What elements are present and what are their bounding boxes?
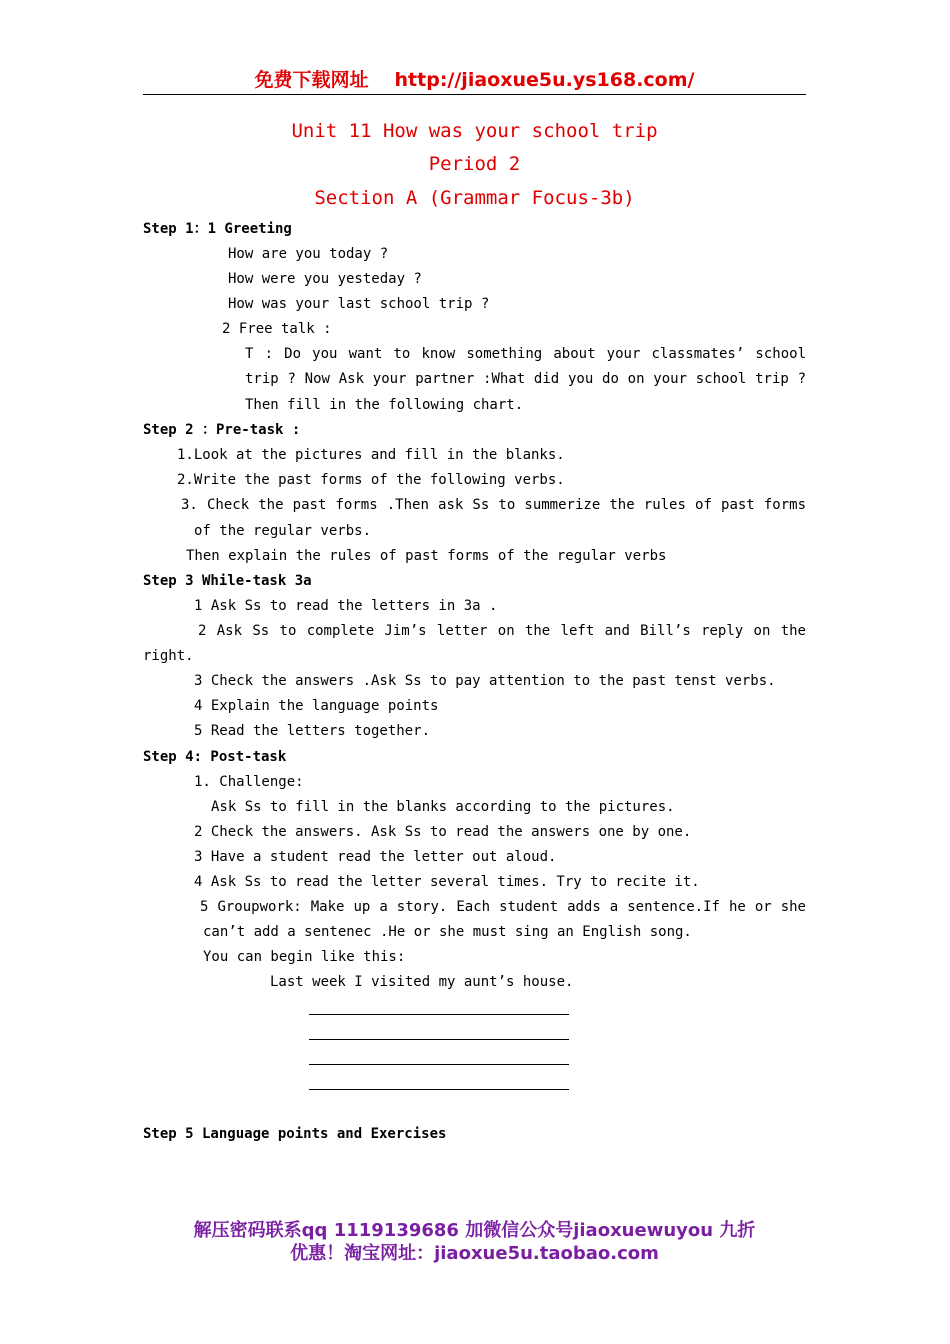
step3-item-4: 4 Explain the language points xyxy=(194,698,439,714)
step2-item-2: 2.Write the past forms of the following verbs. xyxy=(177,472,565,488)
download-header xyxy=(143,66,806,95)
step4-item-4: 4 Ask Ss to read the letter several times. Try to recite it. xyxy=(194,874,700,890)
step3-heading: Step 3 While-task 3a xyxy=(143,573,312,589)
step2-heading: Step 2 ：Pre-task : xyxy=(143,422,301,438)
period-title: Period 2 xyxy=(428,153,521,175)
section-title: Section A (Grammar Focus-3b) xyxy=(314,187,635,209)
step1-free-talk: 2 Free talk : xyxy=(222,321,332,337)
step4-example-sentence: Last week I visited my aunt’s house. xyxy=(270,974,574,990)
step4-begin: You can begin like this: xyxy=(203,949,406,965)
step2-item-3: 3. Check the past forms .Then ask Ss to summerize the rules of past forms xyxy=(181,497,806,513)
story-blank-line-2 xyxy=(309,1039,569,1040)
step5-heading: Step 5 Language points and Exercises xyxy=(143,1126,447,1142)
step1-heading: Step 1：1 Greeting xyxy=(143,221,292,237)
unit-title: Unit 11 How was your school trip xyxy=(291,120,658,142)
step1-question-2: How were you yesteday ? xyxy=(228,271,422,287)
step3-item-3: 3 Check the answers .Ask Ss to pay attention to the past tenst verbs. xyxy=(194,673,776,689)
step4-item-1-detail: Ask Ss to fill in the blanks according to the pictures. xyxy=(211,799,675,815)
step2-explain: Then explain the rules of past forms of the regular verbs xyxy=(186,548,667,564)
step1-question-1: How are you today ? xyxy=(228,246,389,262)
step4-item-2: 2 Check the answers. Ask Ss to read the answers one by one. xyxy=(194,824,692,840)
step4-item-3: 3 Have a student read the letter out aloud. xyxy=(194,849,557,865)
step3-item-2-cont: right. xyxy=(143,648,194,664)
step4-item-5: 5 Groupwork: Make up a story. Each student adds a sentence.If he or she xyxy=(200,899,806,915)
step3-item-2: 2 Ask Ss to complete Jim’s letter on the left and Bill’s reply on the xyxy=(198,623,806,639)
step4-item-1: 1. Challenge: xyxy=(194,774,304,790)
step3-item-5: 5 Read the letters together. xyxy=(194,723,431,739)
step1-teacher-line-1: T : Do you want to know something about your classmates’ school xyxy=(245,346,806,362)
step1-question-3: How was your last school trip ? xyxy=(228,296,490,312)
step4-heading: Step 4: Post-task xyxy=(143,749,287,765)
step1-teacher-line-3: Then fill in the following chart. xyxy=(245,397,524,413)
header-url-link[interactable]: http://jiaoxue5u.ys168.com/ xyxy=(394,69,695,91)
footer-contact-line: 解压密码联系qq 1119139686 加微信公众号jiaoxuewuyou 九折 xyxy=(193,1220,756,1241)
step3-item-1: 1 Ask Ss to read the letters in 3a . xyxy=(194,598,498,614)
story-blank-line-4 xyxy=(309,1089,569,1090)
story-blank-line-1 xyxy=(309,1014,569,1015)
step1-teacher-line-2: trip ? Now Ask your partner :What did you do on your school trip ? xyxy=(245,371,806,387)
step2-item-1: 1.Look at the pictures and fill in the blanks. xyxy=(177,447,565,463)
header-label: 免费下载网址 xyxy=(254,69,369,91)
step2-item-3-cont: of the regular verbs. xyxy=(194,523,372,539)
footer-shop-line: 优惠！淘宝网址：jiaoxue5u.taobao.com xyxy=(290,1243,659,1264)
step4-item-5-cont: can’t add a sentenec .He or she must sing an English song. xyxy=(203,924,692,940)
story-blank-line-3 xyxy=(309,1064,569,1065)
